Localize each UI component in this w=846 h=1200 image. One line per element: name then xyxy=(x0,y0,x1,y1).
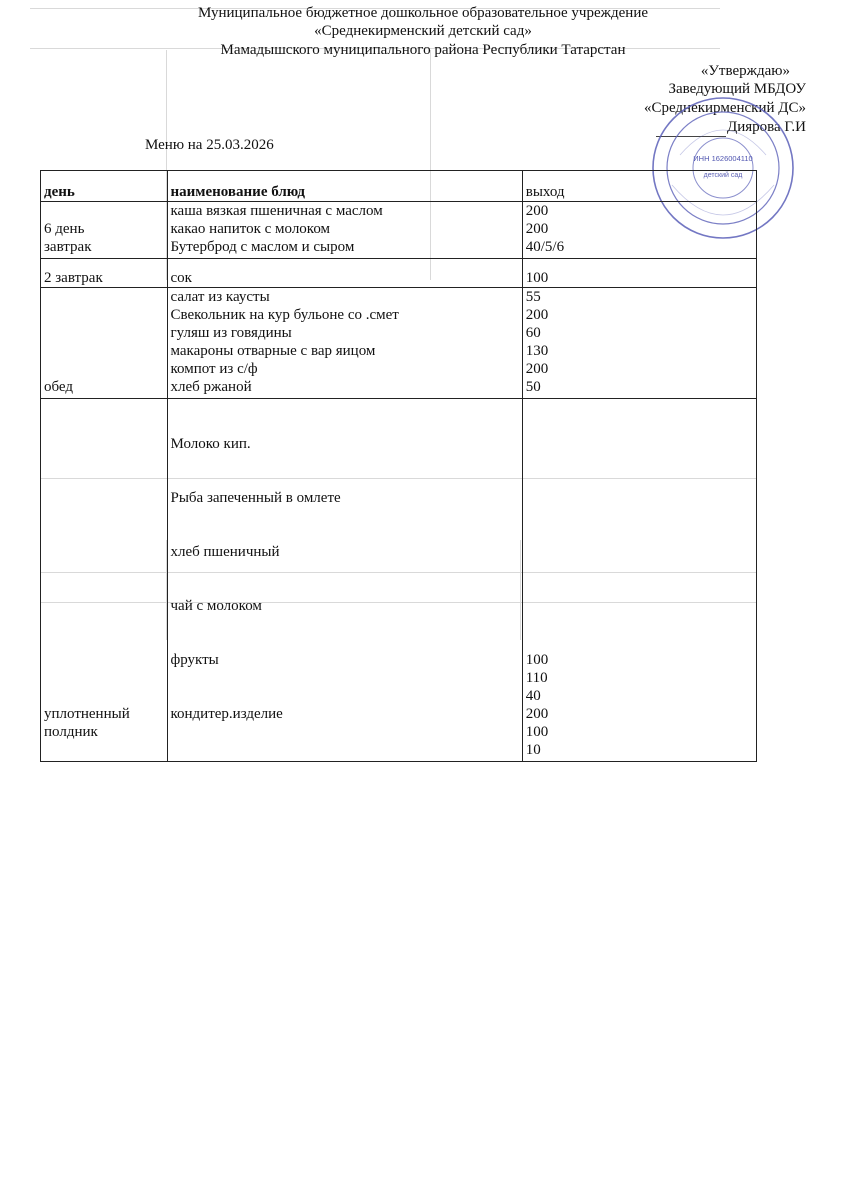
output-value: 200 xyxy=(525,361,549,377)
dish-item: кондитер.изделие xyxy=(170,706,283,722)
meal-output-cell xyxy=(522,259,756,288)
dish-item: какао напиток с молоком xyxy=(170,221,331,237)
dish-item: Бутерброд с маслом и сыром xyxy=(170,239,355,255)
org-name-line-3: Мамадышского муниципального района Республики Татарстан xyxy=(220,42,626,58)
output-value: 130 xyxy=(525,343,549,359)
meal-day-line: завтрак xyxy=(44,239,92,255)
dish-item: гуляш из говядины xyxy=(170,325,292,341)
meal-day-cell xyxy=(41,399,168,762)
meal-day-cell xyxy=(41,288,168,399)
output-value: 110 xyxy=(525,670,548,686)
dish-item: Свекольник на кур бульоне со .смет xyxy=(170,307,399,323)
output-value: 60 xyxy=(525,325,541,341)
output-value: 200 xyxy=(525,706,549,722)
org-name-line-1: Муниципальное бюджетное дошкольное образовательное учреждение xyxy=(198,5,648,21)
meal-day-line: 6 день xyxy=(44,221,85,237)
dish-item: Рыба запеченный в омлете xyxy=(170,490,341,506)
dish-item: чай с молоком xyxy=(170,598,262,614)
table-header-row xyxy=(41,171,757,202)
dish-item: фрукты xyxy=(170,652,219,668)
approval-line-4: Диярова Г.И xyxy=(726,119,806,135)
table-row-second-breakfast xyxy=(41,259,757,288)
output-value: 200 xyxy=(525,307,549,323)
table-row-lunch xyxy=(41,288,757,399)
output-value: 50 xyxy=(525,379,541,395)
meal-output-cell xyxy=(522,288,756,399)
output-value: 100 xyxy=(525,652,549,668)
header-output: выход xyxy=(522,171,756,202)
meal-dishes-cell xyxy=(167,259,522,288)
meal-day-cell xyxy=(41,259,168,288)
meal-day-line: уплотненный xyxy=(44,706,130,722)
org-name-line-2: «Среднекирменский детский сад» xyxy=(314,23,532,39)
output-value: 200 xyxy=(525,203,549,219)
dish-item: хлеб ржаной xyxy=(170,379,252,395)
meal-dishes-cell xyxy=(167,399,522,762)
output-value: 10 xyxy=(525,742,541,758)
meal-day-line: обед xyxy=(44,379,74,395)
header-dish: наименование блюд xyxy=(167,171,522,202)
meal-day-cell xyxy=(41,202,168,259)
meal-dishes-cell xyxy=(167,202,522,259)
menu-table xyxy=(40,170,757,762)
dish-item: компот из с/ф xyxy=(170,361,258,377)
output-value: 100 xyxy=(525,270,549,286)
dish-item: макароны отварные с вар яицом xyxy=(170,343,376,359)
dish-item: сок xyxy=(170,270,192,286)
meal-dishes-cell xyxy=(167,288,522,399)
approval-line-3: «Среднекирменский ДС» xyxy=(643,100,806,116)
menu-title: Меню на 25.03.2026 xyxy=(145,137,274,153)
meal-day-line: полдник xyxy=(44,724,98,740)
approval-line-2: Заведующий МБДОУ xyxy=(668,81,806,97)
dish-item: хлеб пшеничный xyxy=(170,544,280,560)
table-row-breakfast xyxy=(41,202,757,259)
output-value: 100 xyxy=(525,724,549,740)
meal-day-line: 2 завтрак xyxy=(44,270,103,286)
output-value: 40/5/6 xyxy=(525,239,565,255)
meal-output-cell xyxy=(522,399,756,762)
dish-item: Молоко кип. xyxy=(170,436,251,452)
dish-item: салат из каусты xyxy=(170,289,270,305)
approval-line-1: «Утверждаю» xyxy=(700,63,790,79)
meal-output-cell xyxy=(522,202,756,259)
output-value: 200 xyxy=(525,221,549,237)
dish-item: каша вязкая пшеничная с маслом xyxy=(170,203,383,219)
output-value: 40 xyxy=(525,688,541,704)
stamp-center-text: детский сад xyxy=(703,172,743,179)
output-value: 55 xyxy=(525,289,541,305)
header-day: день xyxy=(41,171,168,202)
table-row-afternoon-snack xyxy=(41,399,757,762)
stamp-inn-text: ИНН 1626004110 xyxy=(693,154,753,163)
